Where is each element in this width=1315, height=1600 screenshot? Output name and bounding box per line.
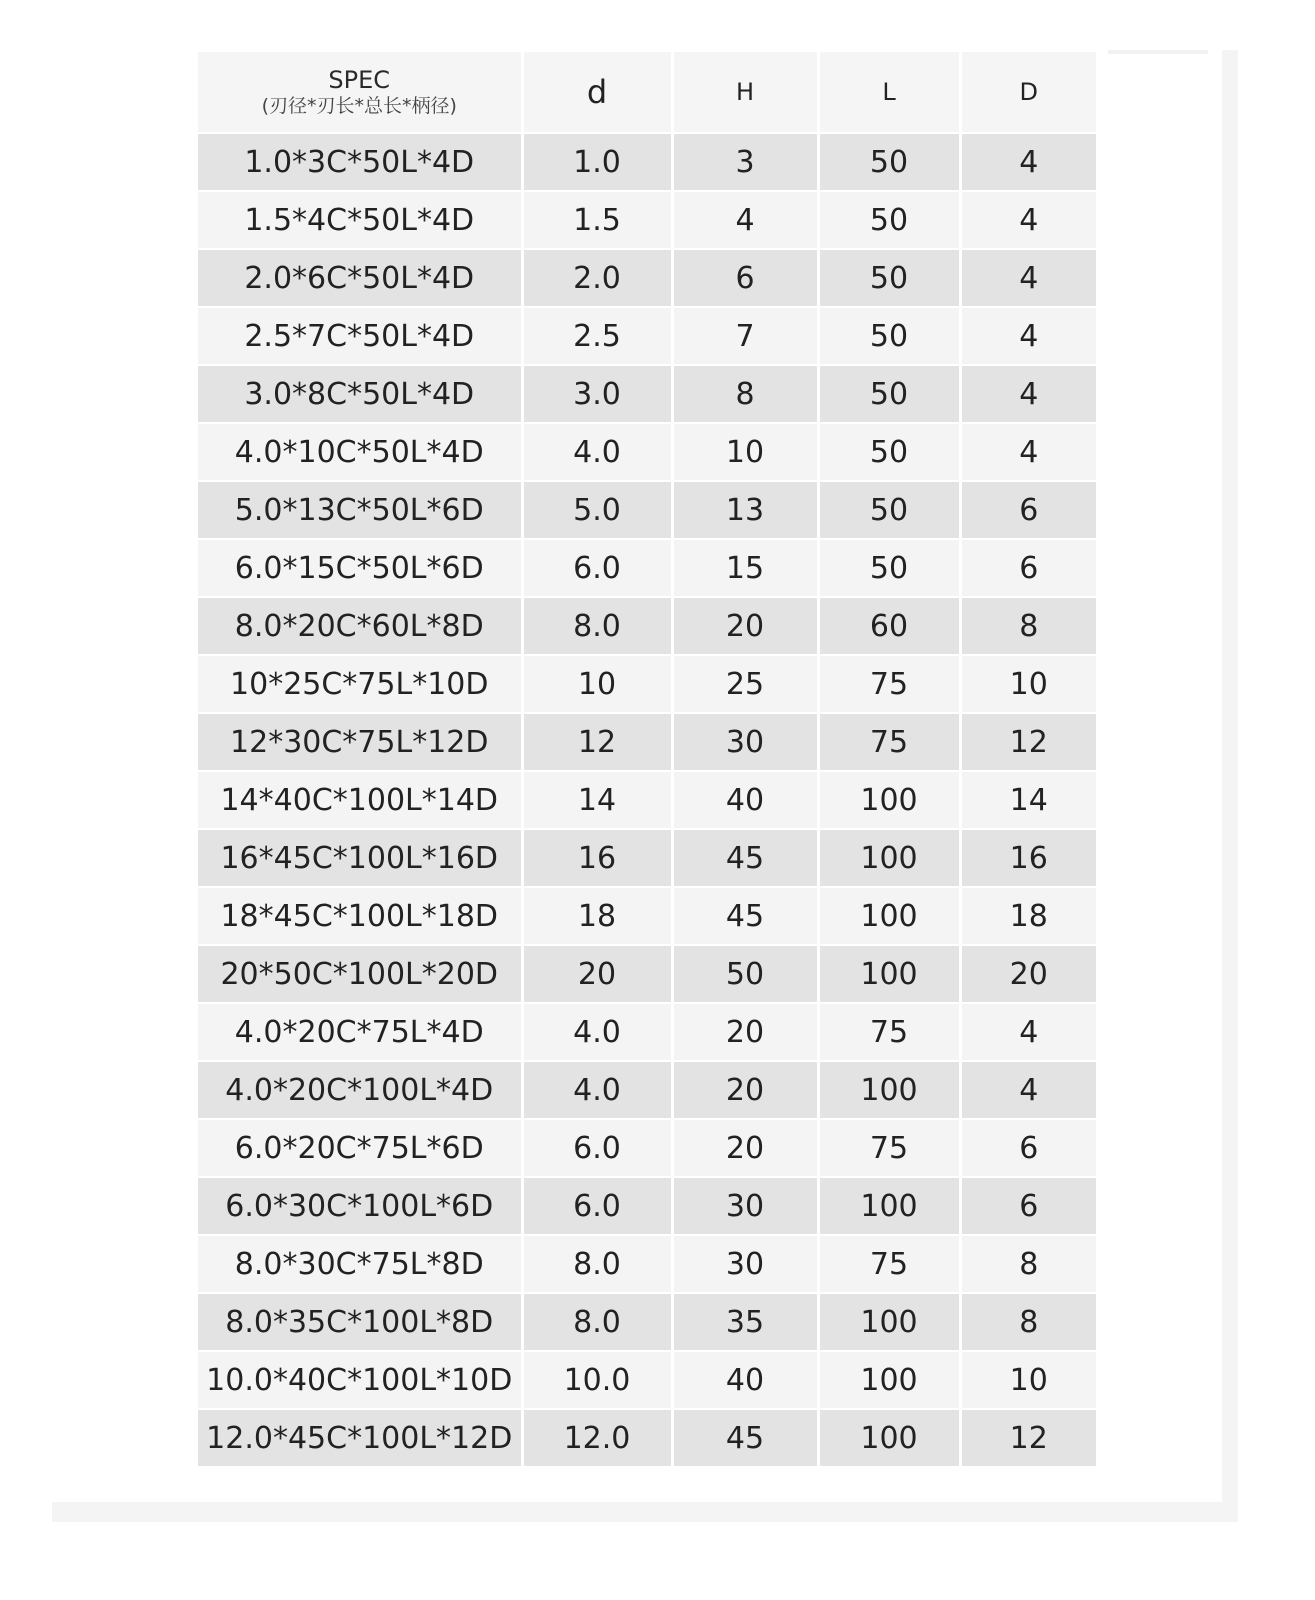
table-row <box>198 1235 1096 1293</box>
cell-D: 6 <box>960 1177 1096 1235</box>
cell-spec: 6.0*15C*50L*6D <box>198 539 522 597</box>
cell-L: 100 <box>818 1177 960 1235</box>
cell-D: 18 <box>960 887 1096 945</box>
cell-D: 12 <box>960 1409 1096 1467</box>
cell-H: 10 <box>672 423 818 481</box>
cell-d: 6.0 <box>522 1119 672 1177</box>
table-row <box>198 1061 1096 1119</box>
cell-L: 100 <box>818 829 960 887</box>
cell-D: 12 <box>960 713 1096 771</box>
cell-D: 8 <box>960 1235 1096 1293</box>
cell-L: 60 <box>818 597 960 655</box>
cell-d: 2.5 <box>522 307 672 365</box>
cell-H: 30 <box>672 1235 818 1293</box>
table-row <box>198 1351 1096 1409</box>
cell-H: 45 <box>672 1409 818 1467</box>
cell-L: 75 <box>818 1235 960 1293</box>
cell-d: 6.0 <box>522 1177 672 1235</box>
cell-d: 10 <box>522 655 672 713</box>
table-row <box>198 829 1096 887</box>
cell-H: 20 <box>672 1119 818 1177</box>
cell-d: 8.0 <box>522 1235 672 1293</box>
cell-spec: 6.0*30C*100L*6D <box>198 1177 522 1235</box>
cell-spec: 8.0*35C*100L*8D <box>198 1293 522 1351</box>
cell-spec: 10*25C*75L*10D <box>198 655 522 713</box>
table-row <box>198 771 1096 829</box>
cell-L: 50 <box>818 539 960 597</box>
cell-D: 14 <box>960 771 1096 829</box>
cell-spec: 4.0*20C*100L*4D <box>198 1061 522 1119</box>
cell-L: 100 <box>818 1351 960 1409</box>
cell-d: 6.0 <box>522 539 672 597</box>
table-row <box>198 423 1096 481</box>
cell-L: 50 <box>818 481 960 539</box>
cell-L: 50 <box>818 423 960 481</box>
cell-L: 100 <box>818 887 960 945</box>
cell-L: 100 <box>818 771 960 829</box>
cell-L: 75 <box>818 655 960 713</box>
table-row <box>198 1119 1096 1177</box>
frame-edge-right <box>1222 50 1238 1522</box>
cell-H: 30 <box>672 1177 818 1235</box>
table-row <box>198 713 1096 771</box>
cell-D: 4 <box>960 423 1096 481</box>
cell-L: 75 <box>818 1003 960 1061</box>
cell-H: 7 <box>672 307 818 365</box>
spec-table-header <box>198 52 1096 133</box>
cell-H: 3 <box>672 133 818 191</box>
header-H: H <box>672 52 818 133</box>
cell-spec: 14*40C*100L*14D <box>198 771 522 829</box>
table-row <box>198 1293 1096 1351</box>
cell-spec: 12*30C*75L*12D <box>198 713 522 771</box>
cell-spec: 2.5*7C*50L*4D <box>198 307 522 365</box>
cell-D: 4 <box>960 133 1096 191</box>
table-row <box>198 1003 1096 1061</box>
cell-d: 20 <box>522 945 672 1003</box>
header-L: L <box>818 52 960 133</box>
header-spec-label: SPEC <box>328 66 391 94</box>
cell-L: 50 <box>818 249 960 307</box>
cell-L: 100 <box>818 945 960 1003</box>
header-spec-sublabel: (刃径*刃长*总长*柄径) <box>261 95 457 117</box>
cell-D: 4 <box>960 191 1096 249</box>
cell-spec: 10.0*40C*100L*10D <box>198 1351 522 1409</box>
cell-spec: 8.0*20C*60L*8D <box>198 597 522 655</box>
cell-H: 6 <box>672 249 818 307</box>
cell-d: 16 <box>522 829 672 887</box>
cell-D: 16 <box>960 829 1096 887</box>
cell-d: 3.0 <box>522 365 672 423</box>
frame-edge-bottom <box>52 1502 1238 1522</box>
cell-spec: 18*45C*100L*18D <box>198 887 522 945</box>
cell-L: 75 <box>818 1119 960 1177</box>
cell-d: 1.5 <box>522 191 672 249</box>
table-row <box>198 1409 1096 1467</box>
cell-d: 4.0 <box>522 1003 672 1061</box>
cell-D: 10 <box>960 1351 1096 1409</box>
cell-spec: 5.0*13C*50L*6D <box>198 481 522 539</box>
cell-spec: 4.0*20C*75L*4D <box>198 1003 522 1061</box>
frame-edge-top <box>1108 50 1208 54</box>
cell-H: 50 <box>672 945 818 1003</box>
cell-L: 100 <box>818 1293 960 1351</box>
cell-d: 10.0 <box>522 1351 672 1409</box>
table-row <box>198 655 1096 713</box>
cell-d: 5.0 <box>522 481 672 539</box>
table-row <box>198 481 1096 539</box>
table-row <box>198 539 1096 597</box>
cell-D: 8 <box>960 1293 1096 1351</box>
cell-D: 8 <box>960 597 1096 655</box>
cell-d: 4.0 <box>522 423 672 481</box>
cell-H: 20 <box>672 597 818 655</box>
table-row <box>198 887 1096 945</box>
cell-H: 13 <box>672 481 818 539</box>
cell-H: 20 <box>672 1061 818 1119</box>
cell-spec: 4.0*10C*50L*4D <box>198 423 522 481</box>
spec-table <box>198 52 1096 1468</box>
cell-D: 20 <box>960 945 1096 1003</box>
cell-spec: 1.5*4C*50L*4D <box>198 191 522 249</box>
cell-D: 6 <box>960 1119 1096 1177</box>
cell-D: 4 <box>960 307 1096 365</box>
table-row <box>198 1177 1096 1235</box>
cell-H: 20 <box>672 1003 818 1061</box>
header-D: D <box>960 52 1096 133</box>
table-row <box>198 597 1096 655</box>
cell-spec: 16*45C*100L*16D <box>198 829 522 887</box>
table-row <box>198 249 1096 307</box>
table-row <box>198 133 1096 191</box>
cell-H: 15 <box>672 539 818 597</box>
cell-d: 2.0 <box>522 249 672 307</box>
cell-d: 12 <box>522 713 672 771</box>
cell-H: 4 <box>672 191 818 249</box>
table-row <box>198 945 1096 1003</box>
cell-spec: 3.0*8C*50L*4D <box>198 365 522 423</box>
cell-H: 35 <box>672 1293 818 1351</box>
cell-spec: 12.0*45C*100L*12D <box>198 1409 522 1467</box>
cell-D: 6 <box>960 481 1096 539</box>
cell-spec: 20*50C*100L*20D <box>198 945 522 1003</box>
spec-table-body <box>198 133 1096 1467</box>
cell-D: 10 <box>960 655 1096 713</box>
cell-d: 12.0 <box>522 1409 672 1467</box>
header-spec <box>198 52 522 133</box>
cell-L: 100 <box>818 1061 960 1119</box>
table-row <box>198 365 1096 423</box>
cell-H: 25 <box>672 655 818 713</box>
cell-H: 40 <box>672 771 818 829</box>
cell-D: 4 <box>960 365 1096 423</box>
header-d: d <box>522 52 672 133</box>
cell-H: 45 <box>672 829 818 887</box>
cell-L: 100 <box>818 1409 960 1467</box>
cell-spec: 1.0*3C*50L*4D <box>198 133 522 191</box>
cell-H: 40 <box>672 1351 818 1409</box>
cell-L: 50 <box>818 365 960 423</box>
table-row <box>198 191 1096 249</box>
cell-d: 4.0 <box>522 1061 672 1119</box>
cell-L: 50 <box>818 307 960 365</box>
cell-spec: 2.0*6C*50L*4D <box>198 249 522 307</box>
cell-spec: 6.0*20C*75L*6D <box>198 1119 522 1177</box>
cell-H: 8 <box>672 365 818 423</box>
cell-D: 4 <box>960 1003 1096 1061</box>
cell-d: 18 <box>522 887 672 945</box>
cell-H: 45 <box>672 887 818 945</box>
cell-d: 8.0 <box>522 597 672 655</box>
cell-D: 4 <box>960 249 1096 307</box>
cell-d: 8.0 <box>522 1293 672 1351</box>
cell-d: 14 <box>522 771 672 829</box>
cell-L: 75 <box>818 713 960 771</box>
cell-L: 50 <box>818 191 960 249</box>
table-row <box>198 307 1096 365</box>
cell-D: 6 <box>960 539 1096 597</box>
cell-d: 1.0 <box>522 133 672 191</box>
cell-L: 50 <box>818 133 960 191</box>
cell-spec: 8.0*30C*75L*8D <box>198 1235 522 1293</box>
cell-H: 30 <box>672 713 818 771</box>
header-row <box>198 52 1096 133</box>
cell-D: 4 <box>960 1061 1096 1119</box>
